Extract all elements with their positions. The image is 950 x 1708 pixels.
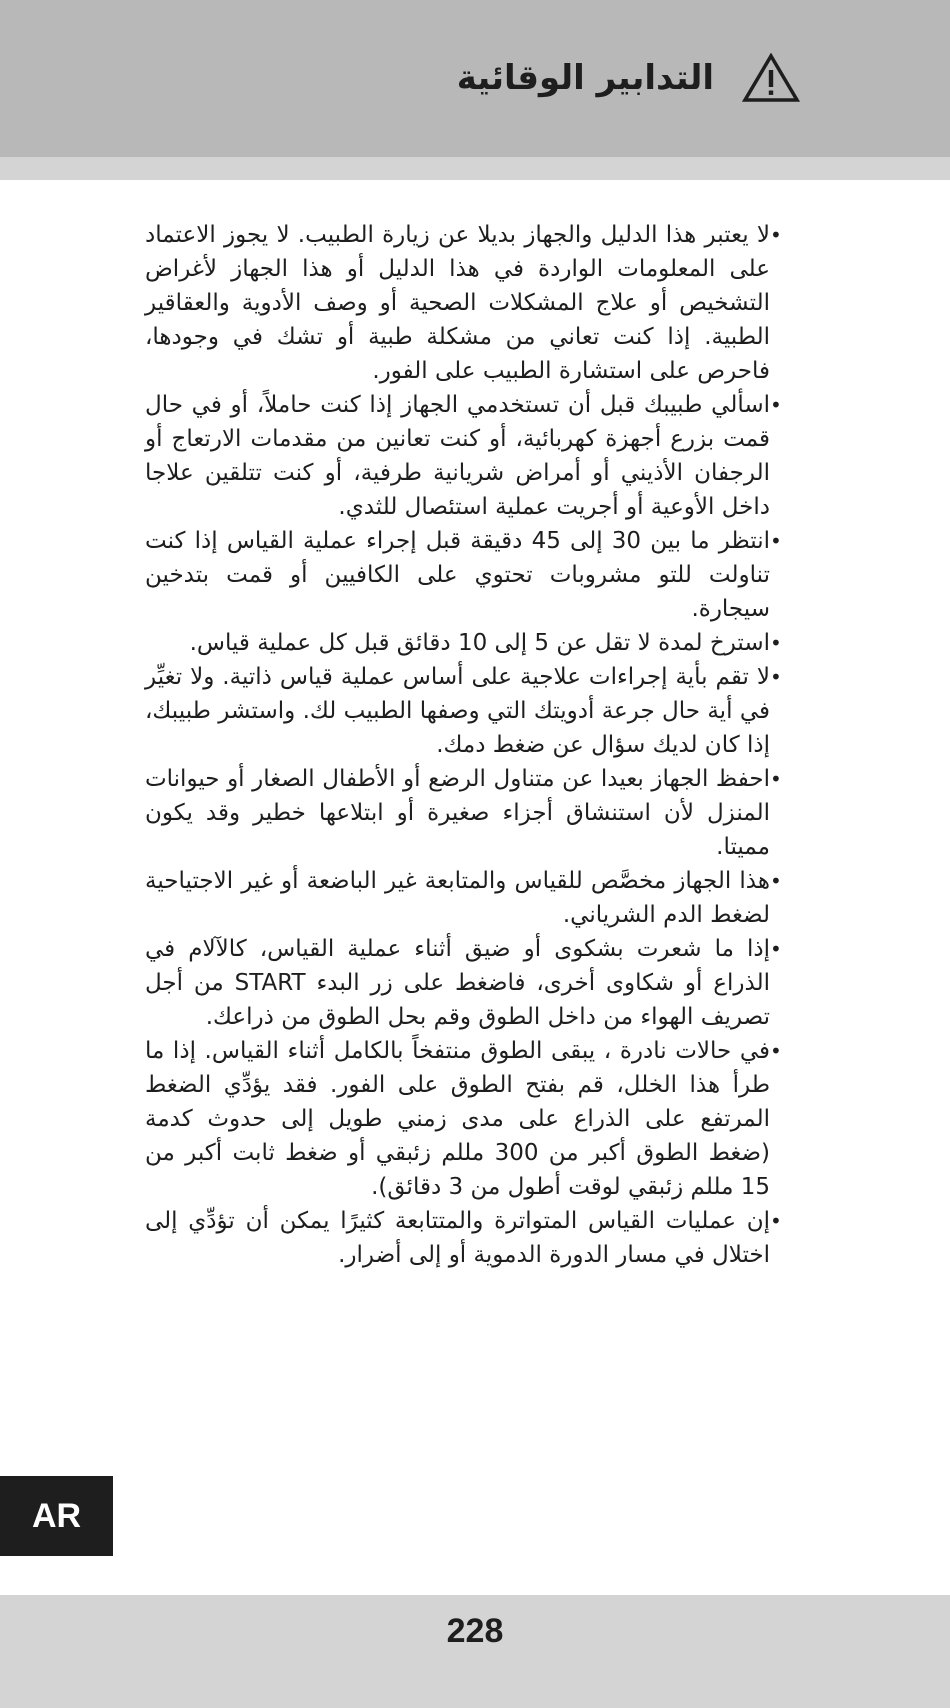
- language-tab: AR: [0, 1476, 113, 1556]
- list-item-text: إذا ما شعرت بشكوى أو ضيق أثناء عملية القياس، كالآلام في الذراع أو شكاوى أخرى، فاضغط على زر البدء START من أجل تصريف الهواء من داخل الطوق وقم بحل الطوق من ذراعك.: [145, 936, 770, 1030]
- list-item-text: استرخ لمدة لا تقل عن 5 إلى 10 دقائق قبل كل عملية قياس.: [189, 630, 770, 656]
- list-item: [145, 626, 800, 660]
- bullet-marker: •: [770, 223, 782, 247]
- bullet-marker: •: [770, 1039, 782, 1063]
- list-item: [145, 932, 800, 1034]
- list-item-text: لا تقم بأية إجراءات علاجية على أساس عملية قياس ذاتية. ولا تغيِّر في أية حال جرعة أدويتك التي وصفها الطبيب لك. واستشر طبيبك، إذا كان لديك سؤال عن ضغط دمك.: [145, 664, 770, 758]
- bullet-marker: •: [770, 1209, 782, 1233]
- bullet-marker: •: [770, 529, 782, 553]
- header-strip: [0, 157, 950, 180]
- precautions-list: [145, 218, 800, 1272]
- list-item: [145, 1204, 800, 1272]
- list-item-text: في حالات نادرة ، يبقى الطوق منتفخاً بالكامل أثناء القياس. إذا ما طرأ هذا الخلل، قم بفتح الطوق على الفور. فقد يؤدِّي الضغط المرتفع على الذراع على مدى زمني طويل إلى حدوث كدمة (ضغط الطوق أكبر من 300 مللم زئبقي أو ضغط ثابت أكبر من 15 مللم زئبقي لوقت أطول من 3 دقائق).: [145, 1038, 771, 1200]
- bullet-marker: •: [770, 869, 782, 893]
- list-item-text: احفظ الجهاز بعيدا عن متناول الرضع أو الأطفال الصغار أو حيوانات المنزل لأن استنشاق أجزاء صغيرة أو ابتلاعها خطير وقد يكون مميتا.: [145, 766, 770, 860]
- list-item: [145, 524, 800, 626]
- bullet-marker: •: [770, 767, 782, 791]
- page-number: 228: [446, 1612, 504, 1650]
- list-item: [145, 388, 800, 524]
- list-item: [145, 762, 800, 864]
- bullet-marker: •: [770, 937, 782, 961]
- precautions-content: [145, 218, 800, 1272]
- page-title: التدابير الوقائية: [456, 58, 714, 98]
- list-item: [145, 660, 800, 762]
- warning-triangle-icon: [742, 53, 800, 103]
- list-item-text: إن عمليات القياس المتواترة والمتتابعة كثيرًا يمكن أن تؤدِّي إلى اختلال في مسار الدورة الدموية أو إلى أضرار.: [145, 1208, 770, 1268]
- list-item: [145, 218, 800, 388]
- bullet-marker: •: [770, 393, 782, 417]
- list-item: [145, 864, 800, 932]
- bullet-marker: •: [770, 665, 782, 689]
- list-item-text: لا يعتبر هذا الدليل والجهاز بديلا عن زيارة الطبيب. لا يجوز الاعتماد على المعلومات الواردة في هذا الدليل أو هذا الجهاز لأغراض التشخيص أو علاج المشكلات الصحية أو وصف الأدوية والعقاقير الطبية. إذا كنت تعاني من مشكلة طبية أو تشك في وجودها، فاحرص على استشارة الطبيب على الفور.: [145, 222, 770, 384]
- section-header: [457, 44, 800, 112]
- list-item: [145, 1034, 800, 1204]
- list-item-text: هذا الجهاز مخصَّص للقياس والمتابعة غير الباضعة أو غير الاجتياحية لضغط الدم الشرياني.: [145, 868, 770, 928]
- bullet-marker: •: [770, 631, 782, 655]
- list-item-text: اسألي طبيبك قبل أن تستخدمي الجهاز إذا كنت حاملاً، أو في حال قمت بزرع أجهزة كهربائية، أو كنت تعانين من مقدمات الارتعاج أو الرجفان الأذيني أو أمراض شريانية طرفية، أو كنت تتلقين علاجا داخل الأوعية أو أجريت عملية استئصال للثدي.: [145, 392, 770, 520]
- list-item-text: انتظر ما بين 30 إلى 45 دقيقة قبل إجراء عملية القياس إذا كنت تناولت للتو مشروبات تحتوي على الكافيين أو قمت بتدخين سيجارة.: [145, 528, 770, 622]
